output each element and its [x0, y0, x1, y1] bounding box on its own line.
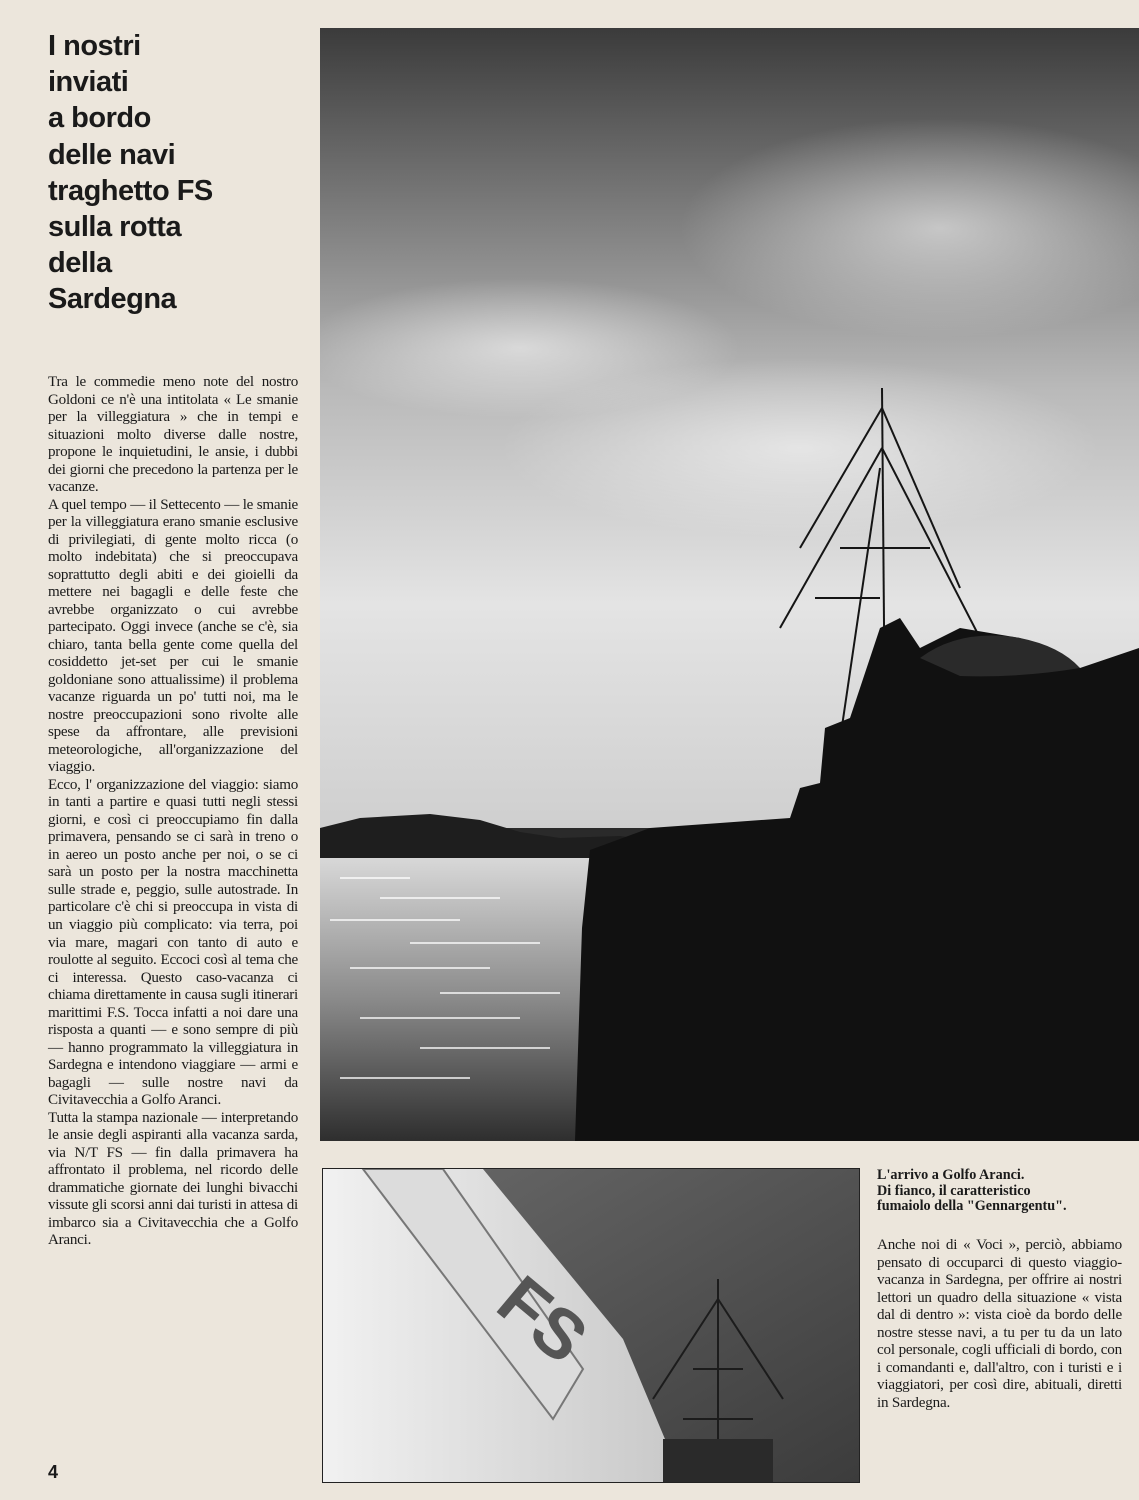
- article-body: [48, 374, 298, 1250]
- headline-line: Sardegna: [48, 283, 177, 316]
- headline-line: I nostri: [48, 30, 141, 62]
- headline: [48, 28, 308, 318]
- headline-line: sulla rotta: [48, 211, 182, 244]
- article-paragraph: Tutta la stampa nazionale — interpretando le ansie degli aspiranti alla vacanza sarda, via N/T FS — fin dalla primavera ha affrontato il problema, nel ricordo delle drammatiche giornate dei lunghi bivacchi vissute gli scorsi anni dai turisti in attesa di imbarco sia a Civitavecchia che a Golfo Aranci.: [48, 1109, 298, 1249]
- caption-line: Di fianco, il caratteristico: [877, 1182, 1031, 1199]
- funnel-photo: [322, 1168, 860, 1483]
- article-paragraph: Tra le commedie meno note del nostro Goldoni ce n'è una intitolata « Le smanie per la villeggiatura » che in tempi e situazioni molto diverse dalle nostre, propone le inquietudini, le ansie, i dubbi dei giorni che precedono la partenza per le vacanze.: [48, 374, 298, 496]
- article-paragraph: Ecco, l' organizzazione del viaggio: siamo in tanti a partire e quasi tutti negli stessi giorni, e così ci preoccupiamo fin dalla primavera, pensando se ci sarà in treno o in aereo un posto anche per noi, o se ci sarà un posto per la nostra macchinetta sulle strade e, peggio, sulle autostrade. In particolare c'è chi si preoccupa in vista di un viaggio più complicato: via terra, poi via mare, magari con tanto di auto e roulotte al seguito. Eccoci così al tema che ci interessa. Questo caso-vacanza ci chiama direttamente in causa sugli itinerari marittimi F.S. Tocca infatti a noi dare una risposta a quanti — e sono sempre di più — hanno programmato la villeggiatura in Sardegna e intendono viaggiare — armi e bagagli — sulle nostre navi da Civitavecchia a Golfo Aranci.: [48, 776, 298, 1109]
- mast-base: [663, 1439, 773, 1482]
- caption-line: fumaiolo della "Gennargentu".: [877, 1198, 1067, 1215]
- photo-caption: [877, 1168, 1117, 1215]
- headline-line: della: [48, 247, 112, 280]
- headline-line: inviati: [48, 66, 129, 99]
- ferry-arrival-photo: [320, 28, 1139, 1141]
- caption-line: L'arrivo a Golfo Aranci.: [877, 1167, 1025, 1183]
- headline-line: traghetto FS: [48, 174, 213, 207]
- headline-line: a bordo: [48, 102, 151, 135]
- article-paragraph: A quel tempo — il Settecento — le smanie per la villeggiatura erano smanie esclusive di privilegiati, di gente molto ricca (o molto indebitata) che si preoccupava soprattutto degli abiti e dei gioielli da mettere nei bagagli e delle feste che avrebbe organizzato o cui avrebbe partecipato. Oggi invece (anche se c'è, sia chiaro, tanta bella gente come quella del cosiddetto jet-set per cui le smanie goldoniane sono attualissime) il problema vacanze riguarda un po' tutti noi, ma le nostre preoccupazioni sono rivolte alle spese da affrontare, alle previsioni meteorologiche, all'organizzazione del viaggio.: [48, 496, 298, 776]
- headline-line: delle navi: [48, 138, 176, 171]
- funnel-lettering: FS: [483, 1260, 603, 1378]
- right-column-text: Anche noi di « Voci », perciò, abbiamo pensato di occuparci di questo viaggio-vacanza in Sardegna, per offrire ai nostri lettori un quadro della situazione « vista dal di dentro »: vista cioè da bordo delle nostre stesse navi, a tu per tu da un lato col personale, cogli ufficiali di bordo, con i comandanti e, dall'altro, con i turisti e i viaggiatori, per così dire, abituali, diretti in Sardegna.: [877, 1237, 1122, 1411]
- cloud: [500, 358, 1100, 538]
- page-number: 4: [48, 1462, 59, 1482]
